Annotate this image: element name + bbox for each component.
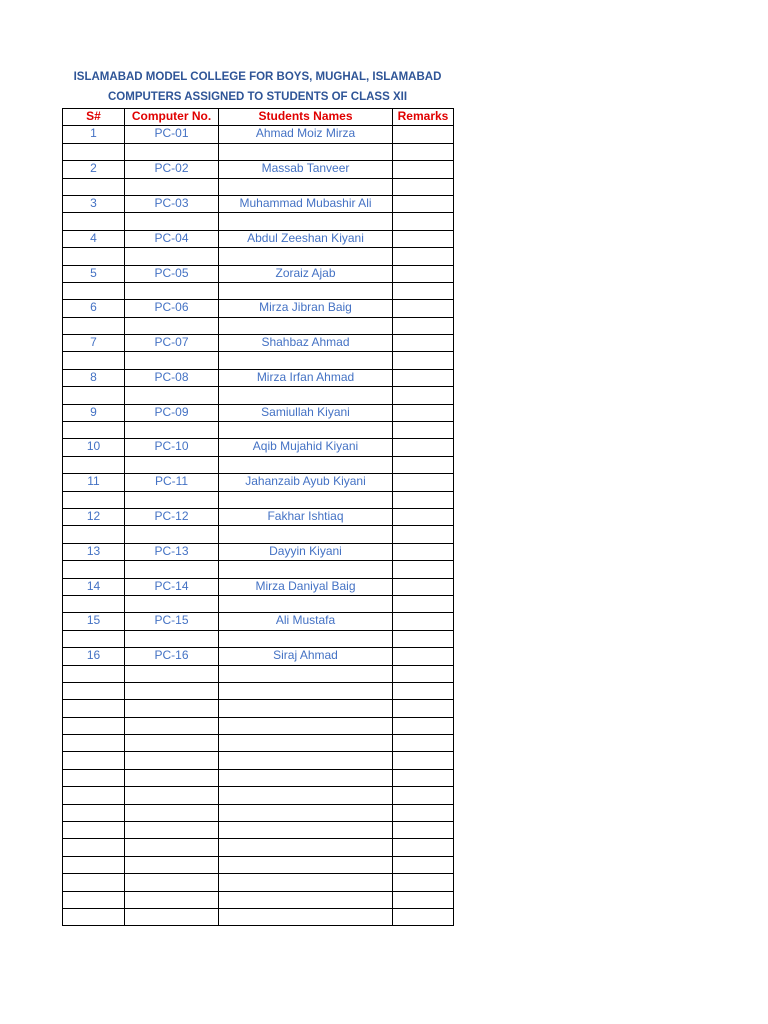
table-row xyxy=(63,335,454,352)
blank-row xyxy=(63,178,454,195)
computer-number-cell: PC-08 xyxy=(125,369,219,386)
blank-cell xyxy=(63,856,125,873)
student-name-cell: Mirza Daniyal Baig xyxy=(219,578,393,595)
blank-cell xyxy=(125,317,219,334)
blank-cell xyxy=(125,787,219,804)
student-name-cell: Zoraiz Ajab xyxy=(219,265,393,282)
remarks-cell xyxy=(393,648,454,665)
blank-cell xyxy=(219,248,393,265)
blank-cell xyxy=(125,717,219,734)
blank-cell xyxy=(219,456,393,473)
blank-cell xyxy=(125,456,219,473)
remarks-cell xyxy=(393,404,454,421)
blank-cell xyxy=(393,891,454,908)
blank-cell xyxy=(125,178,219,195)
student-name-cell: Ahmad Moiz Mirza xyxy=(219,126,393,143)
blank-cell xyxy=(125,822,219,839)
blank-cell xyxy=(125,526,219,543)
blank-cell xyxy=(219,908,393,925)
blank-cell xyxy=(219,630,393,647)
computer-number-cell: PC-15 xyxy=(125,613,219,630)
blank-cell xyxy=(219,717,393,734)
serial-number-cell: 6 xyxy=(63,300,125,317)
blank-cell xyxy=(219,682,393,699)
blank-cell xyxy=(63,352,125,369)
blank-cell xyxy=(219,700,393,717)
blank-cell xyxy=(63,178,125,195)
remarks-cell xyxy=(393,230,454,247)
remarks-cell xyxy=(393,161,454,178)
blank-cell xyxy=(125,752,219,769)
blank-row xyxy=(63,456,454,473)
blank-cell xyxy=(393,908,454,925)
computer-number-cell: PC-05 xyxy=(125,265,219,282)
blank-cell xyxy=(125,804,219,821)
blank-row xyxy=(63,908,454,925)
blank-cell xyxy=(125,143,219,160)
blank-row xyxy=(63,282,454,299)
serial-number-cell: 7 xyxy=(63,335,125,352)
blank-cell xyxy=(63,735,125,752)
blank-cell xyxy=(393,752,454,769)
blank-cell xyxy=(393,178,454,195)
blank-row xyxy=(63,422,454,439)
table-body xyxy=(63,126,454,926)
blank-cell xyxy=(125,595,219,612)
table-row xyxy=(63,300,454,317)
table-row xyxy=(63,508,454,525)
blank-cell xyxy=(393,456,454,473)
blank-cell xyxy=(219,561,393,578)
remarks-cell xyxy=(393,195,454,212)
blank-cell xyxy=(125,630,219,647)
blank-row xyxy=(63,717,454,734)
blank-cell xyxy=(63,422,125,439)
blank-row xyxy=(63,387,454,404)
remarks-cell xyxy=(393,300,454,317)
blank-row xyxy=(63,856,454,873)
blank-cell xyxy=(393,282,454,299)
blank-cell xyxy=(219,526,393,543)
blank-cell xyxy=(63,839,125,856)
blank-cell xyxy=(63,787,125,804)
header-student-names: Students Names xyxy=(219,109,393,126)
serial-number-cell: 4 xyxy=(63,230,125,247)
blank-cell xyxy=(63,595,125,612)
blank-cell xyxy=(393,787,454,804)
blank-cell xyxy=(125,213,219,230)
blank-row xyxy=(63,317,454,334)
blank-row xyxy=(63,735,454,752)
blank-cell xyxy=(125,769,219,786)
blank-row xyxy=(63,891,454,908)
serial-number-cell: 5 xyxy=(63,265,125,282)
blank-cell xyxy=(125,491,219,508)
blank-cell xyxy=(63,682,125,699)
blank-cell xyxy=(125,700,219,717)
student-name-cell: Siraj Ahmad xyxy=(219,648,393,665)
assignment-table xyxy=(62,108,454,926)
blank-cell xyxy=(63,248,125,265)
blank-cell xyxy=(393,143,454,160)
table-row xyxy=(63,161,454,178)
blank-cell xyxy=(63,317,125,334)
blank-row xyxy=(63,665,454,682)
blank-row xyxy=(63,143,454,160)
serial-number-cell: 3 xyxy=(63,195,125,212)
blank-cell xyxy=(125,908,219,925)
computer-number-cell: PC-10 xyxy=(125,439,219,456)
blank-cell xyxy=(125,422,219,439)
blank-cell xyxy=(63,769,125,786)
computer-number-cell: PC-13 xyxy=(125,543,219,560)
serial-number-cell: 10 xyxy=(63,439,125,456)
blank-cell xyxy=(393,352,454,369)
serial-number-cell: 16 xyxy=(63,648,125,665)
blank-cell xyxy=(125,387,219,404)
blank-cell xyxy=(63,804,125,821)
blank-cell xyxy=(393,665,454,682)
blank-cell xyxy=(393,682,454,699)
blank-cell xyxy=(63,717,125,734)
computer-number-cell: PC-16 xyxy=(125,648,219,665)
blank-cell xyxy=(219,213,393,230)
computer-number-cell: PC-04 xyxy=(125,230,219,247)
computer-number-cell: PC-03 xyxy=(125,195,219,212)
blank-cell xyxy=(63,822,125,839)
computer-number-cell: PC-07 xyxy=(125,335,219,352)
computer-number-cell: PC-02 xyxy=(125,161,219,178)
blank-cell xyxy=(219,352,393,369)
table-row xyxy=(63,578,454,595)
blank-cell xyxy=(125,682,219,699)
blank-cell xyxy=(219,735,393,752)
blank-row xyxy=(63,700,454,717)
blank-cell xyxy=(393,822,454,839)
table-row xyxy=(63,439,454,456)
blank-cell xyxy=(219,787,393,804)
student-name-cell: Aqib Mujahid Kiyani xyxy=(219,439,393,456)
serial-number-cell: 11 xyxy=(63,474,125,491)
serial-number-cell: 13 xyxy=(63,543,125,560)
blank-cell xyxy=(219,752,393,769)
blank-cell xyxy=(393,561,454,578)
computer-number-cell: PC-01 xyxy=(125,126,219,143)
blank-cell xyxy=(63,526,125,543)
serial-number-cell: 2 xyxy=(63,161,125,178)
blank-cell xyxy=(125,735,219,752)
blank-cell xyxy=(125,874,219,891)
student-name-cell: Shahbaz Ahmad xyxy=(219,335,393,352)
blank-cell xyxy=(393,387,454,404)
blank-cell xyxy=(219,839,393,856)
blank-cell xyxy=(63,143,125,160)
student-name-cell: Ali Mustafa xyxy=(219,613,393,630)
blank-cell xyxy=(393,856,454,873)
blank-cell xyxy=(63,282,125,299)
remarks-cell xyxy=(393,265,454,282)
blank-cell xyxy=(219,769,393,786)
serial-number-cell: 9 xyxy=(63,404,125,421)
table-row xyxy=(63,195,454,212)
student-name-cell: Abdul Zeeshan Kiyani xyxy=(219,230,393,247)
remarks-cell xyxy=(393,335,454,352)
table-row xyxy=(63,230,454,247)
blank-cell xyxy=(393,804,454,821)
table-row xyxy=(63,126,454,143)
serial-number-cell: 1 xyxy=(63,126,125,143)
blank-cell xyxy=(219,822,393,839)
blank-row xyxy=(63,213,454,230)
blank-cell xyxy=(63,456,125,473)
blank-cell xyxy=(393,526,454,543)
blank-cell xyxy=(219,804,393,821)
blank-cell xyxy=(63,665,125,682)
blank-cell xyxy=(63,213,125,230)
blank-cell xyxy=(125,839,219,856)
blank-row xyxy=(63,769,454,786)
blank-cell xyxy=(63,630,125,647)
serial-number-cell: 12 xyxy=(63,508,125,525)
blank-cell xyxy=(125,282,219,299)
student-name-cell: Mirza Irfan Ahmad xyxy=(219,369,393,386)
table-row xyxy=(63,404,454,421)
remarks-cell xyxy=(393,543,454,560)
blank-cell xyxy=(393,769,454,786)
blank-cell xyxy=(219,491,393,508)
blank-row xyxy=(63,561,454,578)
blank-cell xyxy=(63,874,125,891)
blank-cell xyxy=(219,387,393,404)
blank-cell xyxy=(219,178,393,195)
remarks-cell xyxy=(393,474,454,491)
student-name-cell: Muhammad Mubashir Ali xyxy=(219,195,393,212)
blank-row xyxy=(63,630,454,647)
blank-cell xyxy=(393,700,454,717)
blank-cell xyxy=(219,143,393,160)
blank-row xyxy=(63,787,454,804)
blank-cell xyxy=(393,248,454,265)
blank-cell xyxy=(125,248,219,265)
blank-cell xyxy=(125,352,219,369)
table-row xyxy=(63,543,454,560)
blank-cell xyxy=(125,665,219,682)
blank-cell xyxy=(125,561,219,578)
blank-cell xyxy=(219,422,393,439)
blank-cell xyxy=(125,856,219,873)
blank-cell xyxy=(63,700,125,717)
serial-number-cell: 14 xyxy=(63,578,125,595)
computer-number-cell: PC-06 xyxy=(125,300,219,317)
remarks-cell xyxy=(393,369,454,386)
remarks-cell xyxy=(393,439,454,456)
student-name-cell: Massab Tanveer xyxy=(219,161,393,178)
table-row xyxy=(63,474,454,491)
table-row xyxy=(63,369,454,386)
computer-number-cell: PC-14 xyxy=(125,578,219,595)
blank-row xyxy=(63,752,454,769)
blank-cell xyxy=(63,561,125,578)
blank-cell xyxy=(219,891,393,908)
blank-row xyxy=(63,248,454,265)
blank-row xyxy=(63,682,454,699)
document-subtitle: COMPUTERS ASSIGNED TO STUDENTS OF CLASS XII xyxy=(107,91,408,103)
blank-cell xyxy=(393,630,454,647)
table-row xyxy=(63,613,454,630)
blank-cell xyxy=(63,908,125,925)
student-name-cell: Fakhar Ishtiaq xyxy=(219,508,393,525)
document-title: ISLAMABAD MODEL COLLEGE FOR BOYS, MUGHAL, ISLAMABAD xyxy=(73,71,442,83)
blank-cell xyxy=(393,717,454,734)
blank-row xyxy=(63,822,454,839)
blank-cell xyxy=(219,874,393,891)
blank-row xyxy=(63,595,454,612)
blank-cell xyxy=(393,491,454,508)
computer-number-cell: PC-12 xyxy=(125,508,219,525)
header-computer-no: Computer No. xyxy=(125,109,219,126)
remarks-cell xyxy=(393,508,454,525)
blank-cell xyxy=(393,735,454,752)
remarks-cell xyxy=(393,613,454,630)
header-remarks: Remarks xyxy=(393,109,454,126)
serial-number-cell: 15 xyxy=(63,613,125,630)
blank-cell xyxy=(219,317,393,334)
computer-number-cell: PC-09 xyxy=(125,404,219,421)
blank-cell xyxy=(393,213,454,230)
blank-cell xyxy=(63,891,125,908)
blank-cell xyxy=(393,317,454,334)
serial-number-cell: 8 xyxy=(63,369,125,386)
blank-cell xyxy=(393,595,454,612)
blank-cell xyxy=(63,387,125,404)
student-name-cell: Samiullah Kiyani xyxy=(219,404,393,421)
student-name-cell: Mirza Jibran Baig xyxy=(219,300,393,317)
blank-row xyxy=(63,804,454,821)
blank-cell xyxy=(125,891,219,908)
blank-cell xyxy=(219,856,393,873)
blank-row xyxy=(63,874,454,891)
blank-cell xyxy=(219,282,393,299)
blank-cell xyxy=(63,491,125,508)
blank-cell xyxy=(219,665,393,682)
table-header-row xyxy=(63,109,454,126)
blank-cell xyxy=(63,752,125,769)
blank-row xyxy=(63,491,454,508)
blank-cell xyxy=(219,595,393,612)
table-row xyxy=(63,648,454,665)
table-row xyxy=(63,265,454,282)
blank-cell xyxy=(393,874,454,891)
header-serial: S# xyxy=(63,109,125,126)
student-name-cell: Jahanzaib Ayub Kiyani xyxy=(219,474,393,491)
remarks-cell xyxy=(393,578,454,595)
student-name-cell: Dayyin Kiyani xyxy=(219,543,393,560)
blank-row xyxy=(63,839,454,856)
blank-cell xyxy=(393,839,454,856)
blank-row xyxy=(63,352,454,369)
blank-row xyxy=(63,526,454,543)
remarks-cell xyxy=(393,126,454,143)
blank-cell xyxy=(393,422,454,439)
computer-number-cell: PC-11 xyxy=(125,474,219,491)
